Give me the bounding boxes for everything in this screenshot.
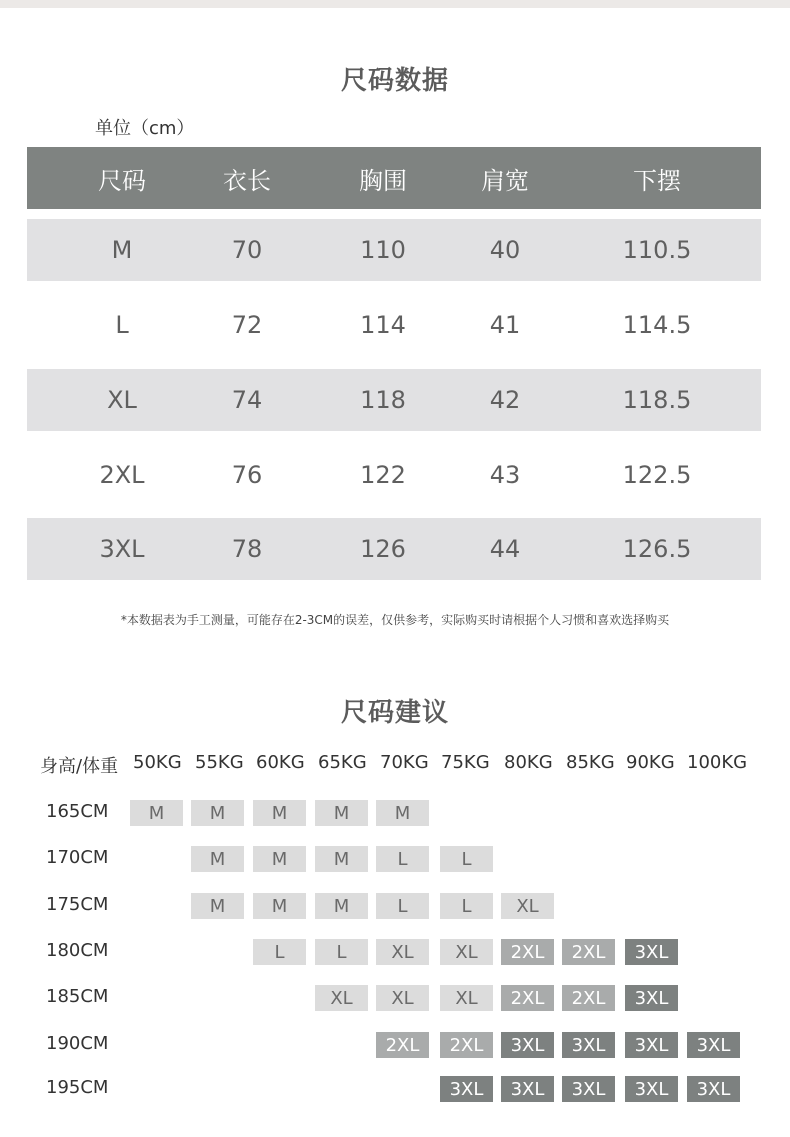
height-row-label: 190CM — [46, 1033, 109, 1054]
table-row — [27, 369, 761, 431]
cell-hem: 114.5 — [622, 311, 692, 339]
size-recommendation-cell: M — [253, 800, 306, 826]
size-advice-title: 尺码建议 — [340, 698, 449, 728]
size-data-title: 尺码数据 — [340, 66, 449, 96]
cell-length: 74 — [231, 386, 263, 414]
size-table-header — [27, 147, 761, 209]
size-recommendation-cell: XL — [376, 939, 429, 965]
cell-chest: 114 — [360, 311, 406, 339]
size-recommendation-cell: 3XL — [562, 1076, 615, 1102]
header-chest: 胸围 — [359, 166, 407, 195]
weight-column-label: 60KG — [256, 752, 305, 773]
size-recommendation-cell: 2XL — [501, 985, 554, 1011]
size-recommendation-cell: L — [253, 939, 306, 965]
size-recommendation-cell: XL — [501, 893, 554, 919]
header-length: 衣长 — [223, 166, 271, 195]
size-recommendation-cell: L — [440, 846, 493, 872]
height-weight-corner-label: 身高/体重 — [40, 756, 119, 777]
size-recommendation-cell: 3XL — [440, 1076, 493, 1102]
cell-length: 76 — [231, 461, 263, 489]
unit-label: 单位（cm） — [95, 118, 195, 139]
table-row — [27, 518, 761, 580]
cell-chest: 126 — [360, 535, 406, 563]
size-recommendation-cell: M — [253, 846, 306, 872]
weight-column-label: 90KG — [626, 752, 675, 773]
size-recommendation-cell: 3XL — [625, 939, 678, 965]
size-recommendation-cell: 2XL — [562, 939, 615, 965]
size-recommendation-cell: 3XL — [687, 1032, 740, 1058]
size-recommendation-cell: 2XL — [376, 1032, 429, 1058]
height-row-label: 170CM — [46, 847, 109, 868]
size-recommendation-cell: 2XL — [562, 985, 615, 1011]
cell-hem: 126.5 — [622, 535, 692, 563]
height-row-label: 185CM — [46, 986, 109, 1007]
cell-length: 70 — [231, 236, 263, 264]
cell-hem: 110.5 — [622, 236, 692, 264]
height-row-label: 195CM — [46, 1077, 109, 1098]
cell-length: 78 — [231, 535, 263, 563]
size-recommendation-cell: 3XL — [625, 985, 678, 1011]
cell-shoulder: 41 — [489, 311, 521, 339]
cell-size: XL — [107, 386, 137, 414]
cell-chest: 122 — [360, 461, 406, 489]
cell-chest: 118 — [360, 386, 406, 414]
cell-shoulder: 40 — [489, 236, 521, 264]
table-row — [27, 444, 761, 506]
weight-column-label: 80KG — [504, 752, 553, 773]
weight-column-label: 55KG — [195, 752, 244, 773]
size-recommendation-cell: M — [315, 846, 368, 872]
header-size: 尺码 — [98, 166, 146, 195]
size-recommendation-cell: M — [191, 893, 244, 919]
size-recommendation-cell: M — [191, 800, 244, 826]
cell-length: 72 — [231, 311, 263, 339]
size-recommendation-cell: M — [315, 800, 368, 826]
size-recommendation-cell: L — [376, 893, 429, 919]
size-recommendation-cell: L — [315, 939, 368, 965]
height-row-label: 180CM — [46, 940, 109, 961]
size-recommendation-cell: 3XL — [687, 1076, 740, 1102]
cell-hem: 122.5 — [622, 461, 692, 489]
size-recommendation-cell: XL — [315, 985, 368, 1011]
cell-hem: 118.5 — [622, 386, 692, 414]
size-recommendation-cell: M — [191, 846, 244, 872]
size-recommendation-cell: 2XL — [440, 1032, 493, 1058]
table-row — [27, 219, 761, 281]
size-recommendation-cell: XL — [440, 985, 493, 1011]
cell-size: L — [115, 311, 129, 339]
top-decoration-strip — [0, 0, 790, 8]
size-recommendation-cell: 3XL — [625, 1032, 678, 1058]
cell-chest: 110 — [360, 236, 406, 264]
cell-size: 2XL — [99, 461, 145, 489]
measurement-note: *本数据表为手工测量，可能存在2-3CM的误差，仅供参考，实际购买时请根据个人习惯和喜欢选择购买 — [120, 613, 670, 627]
header-shoulder: 肩宽 — [481, 166, 529, 195]
weight-column-label: 75KG — [441, 752, 490, 773]
weight-column-label: 100KG — [687, 752, 748, 773]
header-hem: 下摆 — [633, 166, 681, 195]
cell-shoulder: 44 — [489, 535, 521, 563]
cell-shoulder: 42 — [489, 386, 521, 414]
size-recommendation-cell: 3XL — [501, 1032, 554, 1058]
size-recommendation-cell: M — [253, 893, 306, 919]
size-recommendation-cell: 3XL — [625, 1076, 678, 1102]
height-row-label: 165CM — [46, 801, 109, 822]
size-recommendation-cell: XL — [440, 939, 493, 965]
weight-column-label: 85KG — [566, 752, 615, 773]
size-recommendation-cell: L — [376, 846, 429, 872]
weight-column-label: 50KG — [133, 752, 182, 773]
weight-column-label: 65KG — [318, 752, 367, 773]
size-recommendation-cell: 3XL — [562, 1032, 615, 1058]
size-recommendation-cell: XL — [376, 985, 429, 1011]
cell-shoulder: 43 — [489, 461, 521, 489]
size-recommendation-cell: L — [440, 893, 493, 919]
size-recommendation-cell: M — [315, 893, 368, 919]
size-recommendation-cell: M — [376, 800, 429, 826]
size-recommendation-cell: 2XL — [501, 939, 554, 965]
weight-column-label: 70KG — [380, 752, 429, 773]
cell-size: M — [111, 236, 133, 264]
height-row-label: 175CM — [46, 894, 109, 915]
cell-size: 3XL — [99, 535, 145, 563]
size-recommendation-cell: 3XL — [501, 1076, 554, 1102]
table-row — [27, 294, 761, 356]
size-recommendation-cell: M — [130, 800, 183, 826]
